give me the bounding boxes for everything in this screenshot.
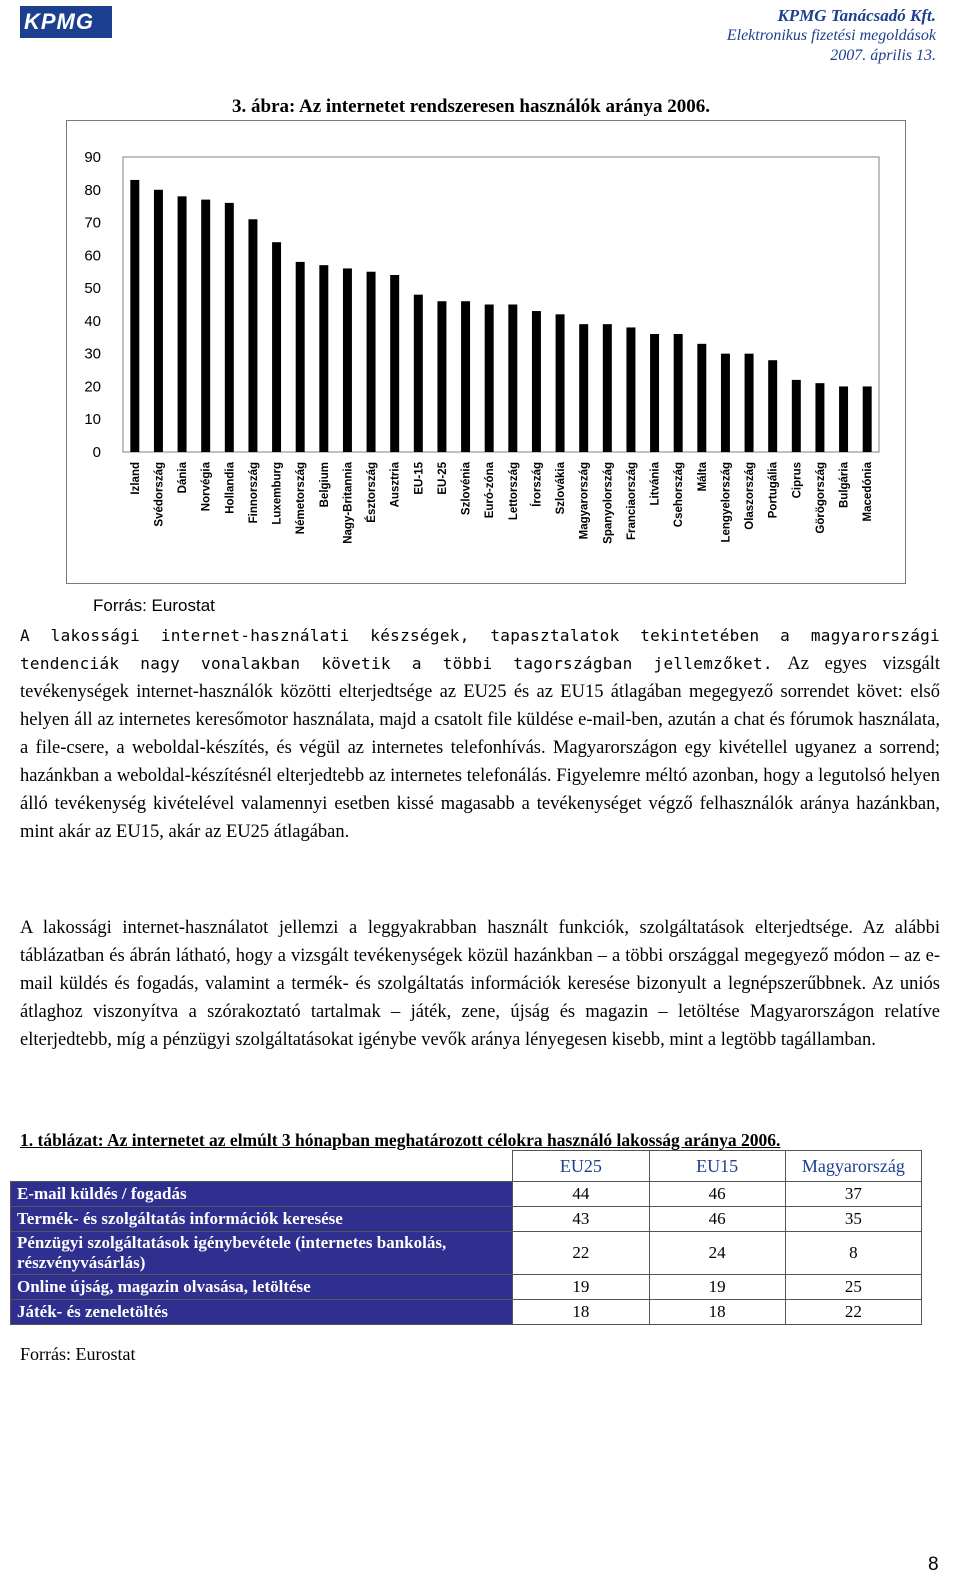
table-row	[11, 1275, 922, 1300]
cell-hungary: 35	[785, 1207, 921, 1232]
data-table	[10, 1150, 922, 1325]
table-source: Forrás: Eurostat	[20, 1344, 136, 1364]
bar	[130, 180, 139, 452]
x-category-label: Belgium	[318, 462, 331, 508]
paragraph-2: A lakossági internet-használatot jellemzi a leggyakrabban használt funkciók, szolgáltatások elterjedtsége. Az alábbi táblázatban és ábrán látható, hogy a vizsgált tevékenységek közül hazánkban – a többi országgal megegyező módon – az e-mail küldés és fogadás, valamint a termék- és szolgáltatás információk keresése bizonyult a legnépszerűbbnek. Az uniós átlaghoz viszonyítva a szórakoztató tartalmak – játék, zene, újság és magazin – letöltése Magyarországon relatíve elterjedtebb, míg a pénzügyi szolgáltatásokat igénybe vevők aránya lényegesen kisebb, mint a legtöbb tagállamban.	[20, 918, 940, 1050]
x-category-label: Spanyolország	[602, 462, 615, 544]
y-tick-label: 50	[84, 280, 101, 298]
bar	[437, 301, 446, 452]
bar	[603, 324, 612, 452]
column-header-eu15: EU15	[649, 1151, 785, 1182]
table-row	[11, 1207, 922, 1232]
x-category-label: Izland	[129, 462, 142, 495]
bar	[532, 311, 541, 452]
cell-eu25: 43	[513, 1207, 649, 1232]
x-category-label: Portugália	[767, 462, 780, 519]
x-category-label: Ciprus	[791, 462, 804, 499]
y-tick-label: 20	[84, 378, 101, 396]
header-company: KPMG Tanácsadó Kft.	[777, 6, 936, 25]
bar	[674, 334, 683, 452]
column-header-eu25: EU25	[513, 1151, 649, 1182]
cell-eu25: 18	[513, 1300, 649, 1325]
x-category-label: Finnország	[247, 462, 260, 524]
cell-eu25: 44	[513, 1182, 649, 1207]
bar	[650, 334, 659, 452]
bar	[721, 354, 730, 452]
bar	[792, 380, 801, 452]
bar	[461, 301, 470, 452]
bar	[296, 262, 305, 452]
bar	[225, 203, 234, 452]
x-category-label: Nagy-Britannia	[342, 462, 355, 544]
x-category-label: Macedónia	[862, 462, 875, 522]
x-category-label: Írország	[531, 462, 544, 507]
x-category-label: Svédország	[153, 462, 166, 527]
table-header-row	[11, 1151, 922, 1182]
header-subtitle: Elektronikus fizetési megoldások	[726, 27, 936, 44]
bar	[154, 190, 163, 452]
bar	[697, 344, 706, 452]
x-category-label: Magyarország	[578, 462, 591, 540]
table-row	[11, 1300, 922, 1325]
row-label: Pénzügyi szolgáltatások igénybevétele (internetes bankolás, részvényvásárlás)	[11, 1232, 513, 1275]
figure-source: Forrás: Eurostat	[93, 596, 215, 615]
paragraph-1	[20, 622, 940, 846]
y-tick-label: 80	[84, 181, 101, 199]
bar	[272, 242, 281, 452]
cell-hungary: 8	[785, 1232, 921, 1275]
figure-title: 3. ábra: Az internetet rendszeresen használók aránya 2006.	[232, 96, 710, 117]
y-tick-label: 60	[84, 247, 101, 265]
x-category-label: EU-15	[413, 462, 426, 495]
x-category-label: Norvégia	[200, 462, 213, 512]
bar	[319, 265, 328, 452]
page-number: 8	[928, 1554, 939, 1575]
bar	[248, 219, 257, 452]
bar	[485, 305, 494, 453]
y-tick-label: 70	[84, 214, 101, 232]
cell-eu15: 46	[649, 1182, 785, 1207]
cell-eu15: 46	[649, 1207, 785, 1232]
bar	[745, 354, 754, 452]
row-label: E-mail küldés / fogadás	[11, 1182, 513, 1207]
bar	[343, 268, 352, 452]
bar	[178, 196, 187, 452]
y-tick-label: 0	[92, 444, 101, 461]
cell-hungary: 25	[785, 1275, 921, 1300]
table-corner-cell	[11, 1151, 513, 1182]
cell-eu15: 24	[649, 1232, 785, 1275]
cell-hungary: 22	[785, 1300, 921, 1325]
table-caption-text: 1. táblázat: Az internetet az elmúlt 3 hónapban meghatározott célokra használó lakosság aránya 2006.	[20, 1130, 781, 1150]
x-category-label: Litvánia	[649, 462, 662, 506]
x-category-label: Szlovénia	[460, 462, 473, 516]
plot-area	[123, 157, 879, 452]
x-category-label: Ausztria	[389, 462, 402, 508]
paragraph-1-body: Az egyes vizsgált tevékenységek internet-használók közötti elterjedtsége az EU25 és az EU15 átlagában megegyező sorrendet követ: első helyen áll az internetes keresőmotor használata, majd a csatolt file küldése e-mail-ben, azután a chat és fórumok használata, a file-csere, a weboldal-készítés, és végül az internetes telefonhívás. Magyarországon egy kivétellel ugyanez a sorrend; hazánkban a weboldal-készítésnél elterjedtebb az internetes telefonálás. Figyelemre méltó azonban, hogy a legutolsó helyen álló tevékenység kivételével valamennyi esetben kissé magasabb a tevékenységet végző felhasználók aránya hazánkban, mint akár az EU15, akár az EU25 átlagában.	[20, 654, 940, 842]
table-row	[11, 1232, 922, 1275]
table-caption	[20, 1130, 780, 1151]
x-category-label: Hollandia	[224, 462, 237, 514]
row-label: Online újság, magazin olvasása, letöltése	[11, 1275, 513, 1300]
table-row	[11, 1182, 922, 1207]
bar	[367, 272, 376, 452]
paragraph-1-intro: A lakossági internet-használati készségek, tapasztalatok tekintetében a magyarországi tendenciák nagy vonalakban követik a többi tagországban jellemzőket.	[20, 626, 940, 673]
x-category-label: Németország	[295, 462, 308, 535]
row-label: Játék- és zeneletöltés	[11, 1300, 513, 1325]
x-category-label: Málta	[696, 462, 709, 492]
bar	[839, 386, 848, 452]
bar	[626, 327, 635, 452]
cell-eu15: 19	[649, 1275, 785, 1300]
y-tick-label: 10	[84, 411, 101, 429]
y-tick-label: 40	[84, 312, 101, 330]
x-category-label: Görögország	[814, 462, 827, 534]
bar-chart	[67, 121, 905, 583]
x-category-label: Lettország	[507, 462, 520, 521]
x-category-label: Észtország	[366, 462, 379, 523]
x-category-label: Dánia	[177, 462, 190, 494]
x-category-label: Szlovákia	[555, 462, 568, 515]
header-date: 2007. április 13.	[830, 47, 936, 64]
cell-eu25: 19	[513, 1275, 649, 1300]
x-category-label: EU-25	[436, 462, 449, 495]
bar	[390, 275, 399, 452]
cell-hungary: 37	[785, 1182, 921, 1207]
chart-frame	[66, 120, 906, 584]
column-header-hungary: Magyarország	[785, 1151, 921, 1182]
x-category-label: Olaszország	[744, 462, 757, 530]
bar	[768, 360, 777, 452]
kpmg-logo	[20, 6, 112, 38]
bar	[201, 200, 210, 452]
y-tick-label: 30	[84, 345, 101, 363]
cell-eu15: 18	[649, 1300, 785, 1325]
bar	[815, 383, 824, 452]
cell-eu25: 22	[513, 1232, 649, 1275]
x-category-label: Franciaország	[625, 462, 638, 540]
x-category-label: Lengyelország	[720, 462, 733, 543]
document-header	[727, 6, 936, 66]
bar	[863, 386, 872, 452]
x-category-label: Euró-zóna	[484, 462, 497, 519]
x-category-label: Luxemburg	[271, 462, 284, 525]
bar	[414, 295, 423, 452]
logo-text: KPMG	[24, 9, 94, 34]
bar	[508, 305, 517, 453]
row-label: Termék- és szolgáltatás információk keresése	[11, 1207, 513, 1232]
x-category-label: Csehország	[673, 462, 686, 528]
x-category-label: Bulgária	[838, 462, 851, 509]
y-tick-label: 90	[84, 149, 101, 166]
bar	[556, 314, 565, 452]
bar	[579, 324, 588, 452]
